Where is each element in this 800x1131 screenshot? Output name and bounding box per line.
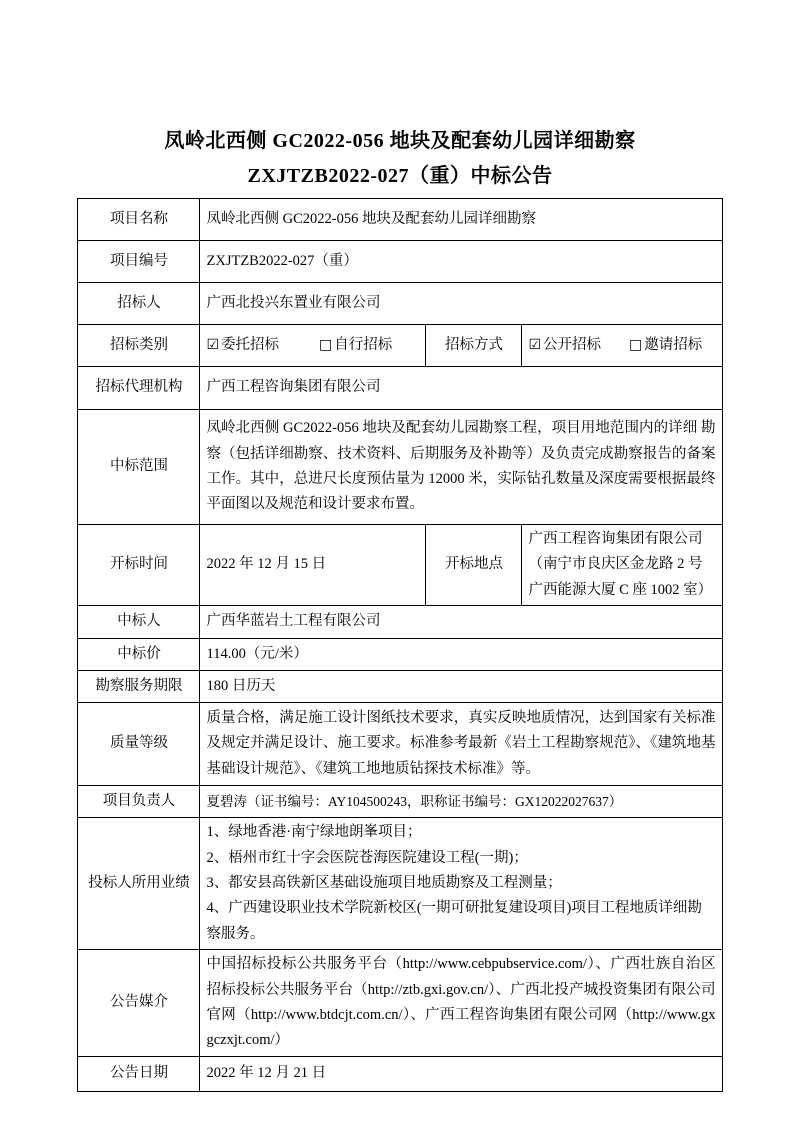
service-period-label: 勘察服务期限 <box>78 671 200 703</box>
row-project-name <box>78 199 722 241</box>
option-delegated-tender-label: 委托招标 <box>221 336 280 353</box>
performance-item-2: 2、梧州市红十字会医院苍海医院建设工程(一期)； <box>206 849 528 866</box>
scope-label: 中标范围 <box>78 410 200 525</box>
quality-grade-label: 质量等级 <box>78 703 200 786</box>
agency-label: 招标代理机构 <box>78 367 200 410</box>
bid-opening-time-value: 2022 年 12 月 15 日 <box>200 525 426 606</box>
project-leader-label: 项目负责人 <box>78 786 200 818</box>
row-announce-date <box>78 1057 722 1092</box>
checkbox-checked-icon: ☑ <box>206 336 220 353</box>
quality-grade-value: 质量合格，满足施工设计图纸技术要求，真实反映地质情况，达到国家有关标准及规定并满足设计、施工要求。标准参考最新《岩土工程勘察规范》、《建筑地基基础设计规范》、《建筑工地地质钻探技术标准》等。 <box>200 703 722 786</box>
checkbox-checked-icon: ☑ <box>528 336 542 353</box>
winner-label: 中标人 <box>78 606 200 639</box>
performance-list <box>200 818 722 950</box>
row-project-leader <box>78 786 722 818</box>
winner-value: 广西华蓝岩土工程有限公司 <box>200 606 722 639</box>
scope-value: 凤岭北西侧 GC2022-056 地块及配套幼儿园勘察工程，项目用地范围内的详细 勘察（包括详细勘察、技术资料、后期服务及补勘等）及负责完成勘察报告的备案工作。其中，总进尺长度预估量为 12000 米，实际钻孔数量及深度需要根据最终平面图以及规范和设计要求布置。 <box>200 410 722 525</box>
row-price <box>78 639 722 671</box>
service-period-value: 180 日历天 <box>200 671 722 703</box>
announce-date-label: 公告日期 <box>78 1057 200 1092</box>
checkbox-unchecked-icon: □ <box>629 336 643 353</box>
row-tenderer <box>78 283 722 325</box>
project-number-label: 项目编号 <box>78 241 200 283</box>
performance-item-1: 1、绿地香港·南宁绿地朗峯项目； <box>206 824 422 841</box>
announcement-table <box>77 198 722 1092</box>
row-media <box>78 950 722 1057</box>
project-leader-value: 夏碧涛（证书编号：AY104500243，职称证书编号：GX12022027637） <box>200 786 722 818</box>
row-scope <box>78 410 722 525</box>
project-name-label: 项目名称 <box>78 199 200 241</box>
option-delegated-tender <box>206 337 279 353</box>
performance-item-4: 4、广西建设职业技术学院新校区(一期可研批复建设项目)项目工程地质详细勘察服务。 <box>206 900 702 942</box>
row-service-period <box>78 671 722 703</box>
tenderer-value: 广西北投兴东置业有限公司 <box>200 283 722 325</box>
row-tender-category <box>78 325 722 367</box>
option-self-tender <box>319 337 392 353</box>
bid-opening-place-value: 广西工程咨询集团有限公司（南宁市良庆区金龙路 2 号广西能源大厦 C 座 1002 室） <box>522 525 722 606</box>
performance-item-3: 3、都安县高铁新区基础设施项目地质勘察及工程测量； <box>206 874 562 891</box>
tender-method-options <box>522 325 722 367</box>
document-title-line2: ZXJTZB2022-027（重）中标公告 <box>247 165 553 187</box>
option-invited-tender <box>629 337 702 353</box>
tenderer-label: 招标人 <box>78 283 200 325</box>
row-winner <box>78 606 722 639</box>
media-label: 公告媒介 <box>78 950 200 1057</box>
bid-opening-place-label: 开标地点 <box>426 525 522 606</box>
performance-label: 投标人所用业绩 <box>78 818 200 950</box>
option-self-tender-label: 自行招标 <box>334 336 393 353</box>
option-invited-tender-label: 邀请招标 <box>644 336 703 353</box>
document-title-line1: 凤岭北西侧 GC2022-056 地块及配套幼儿园详细勘察 <box>164 130 636 152</box>
project-name-value: 凤岭北西侧 GC2022-056 地块及配套幼儿园详细勘察 <box>200 199 722 241</box>
row-performance <box>78 818 722 950</box>
row-project-number <box>78 241 722 283</box>
tender-method-label: 招标方式 <box>426 325 522 367</box>
checkbox-unchecked-icon: □ <box>319 336 333 353</box>
row-bid-opening <box>78 525 722 606</box>
bid-opening-time-label: 开标时间 <box>78 525 200 606</box>
price-value: 114.00（元/米） <box>200 639 722 671</box>
option-open-tender <box>528 337 601 353</box>
row-agency <box>78 367 722 410</box>
document-title <box>0 124 800 194</box>
tender-category-label: 招标类别 <box>78 325 200 367</box>
row-quality-grade <box>78 703 722 786</box>
agency-value: 广西工程咨询集团有限公司 <box>200 367 722 410</box>
price-label: 中标价 <box>78 639 200 671</box>
project-number-value: ZXJTZB2022-027（重） <box>200 241 722 283</box>
announce-date-value: 2022 年 12 月 21 日 <box>200 1057 722 1092</box>
option-open-tender-label: 公开招标 <box>543 336 602 353</box>
tender-category-options <box>200 325 426 367</box>
media-value: 中国招标投标公共服务平台（http://www.cebpubservice.com/）、广西壮族自治区招标投标公共服务平台（http://ztb.gxi.gov.cn/）、广西北投产城投资集团有限公司官网（http://www.btdcjt.com.cn/）、广西工程咨询集团有限公司网（http://www.gxgczxjt.com/） <box>200 950 722 1057</box>
